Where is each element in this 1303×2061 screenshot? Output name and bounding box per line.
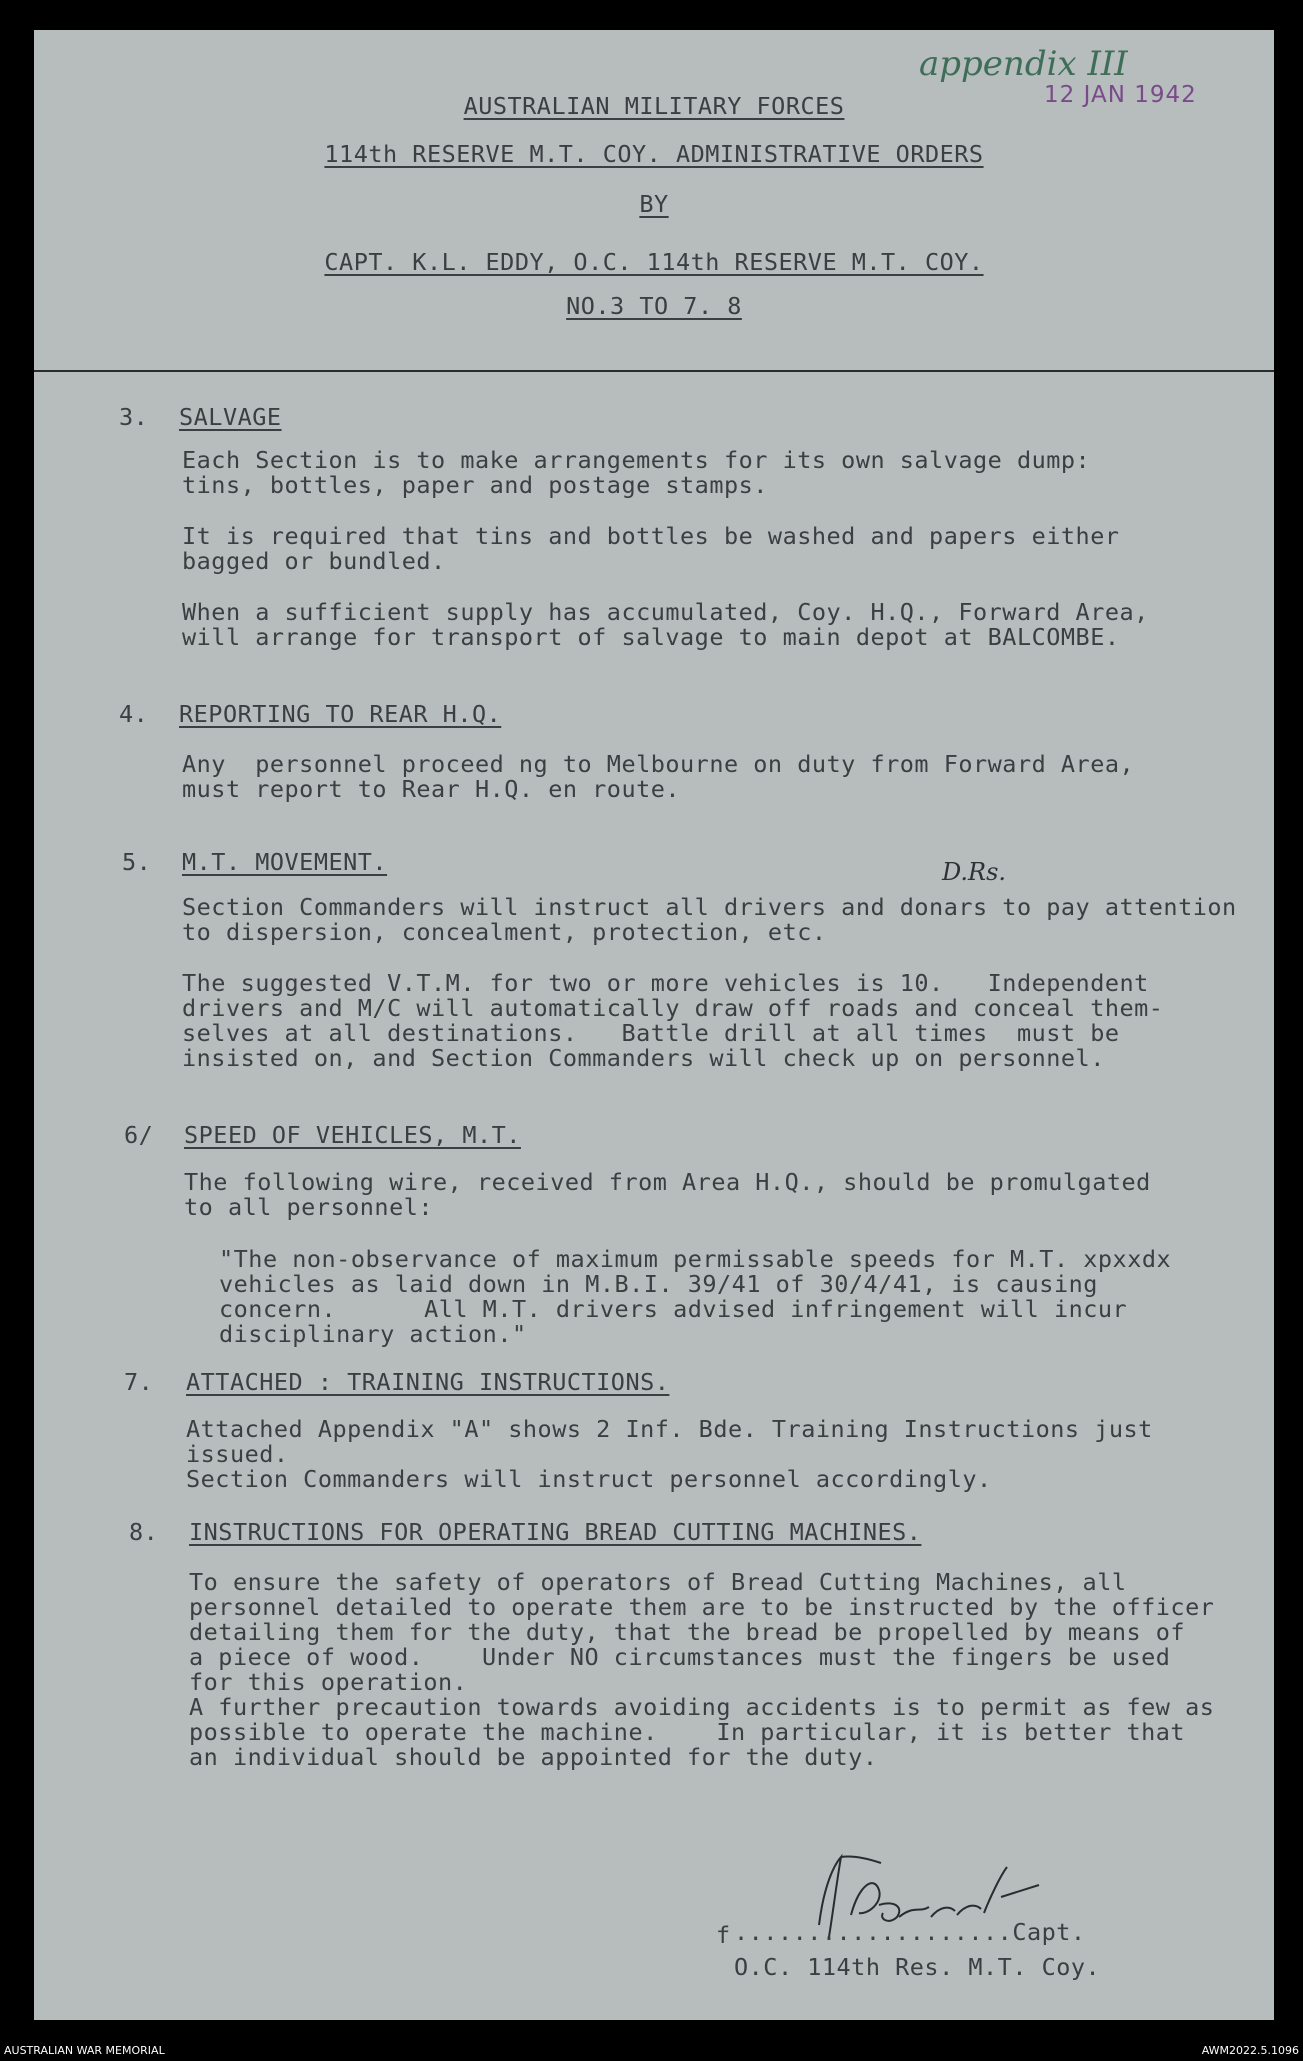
section-5-title: M.T. MOVEMENT. bbox=[182, 848, 388, 876]
footer-left: AUSTRALIAN WAR MEMORIAL bbox=[4, 2044, 165, 2057]
header-line-2: 114th RESERVE M.T. COY. ADMINISTRATIVE ORDERS bbox=[324, 140, 984, 168]
header-divider bbox=[34, 370, 1274, 372]
section-6-paragraph-1: The following wire, received from Area H.Q., should be promulgated to all personnel: bbox=[184, 1168, 1151, 1221]
section-5-number: 5. bbox=[122, 848, 152, 876]
section-3-paragraph-3: When a sufficient supply has accumulated, Coy. H.Q., Forward Area, will arrange for transport of salvage to main depot at BALCOMBE. bbox=[182, 598, 1149, 651]
section-4-number: 4. bbox=[119, 700, 149, 728]
footer-right: AWM2022.5.1096 bbox=[1201, 2044, 1299, 2057]
section-7-title: ATTACHED : TRAINING INSTRUCTIONS. bbox=[186, 1368, 670, 1396]
section-3-number: 3. bbox=[119, 403, 149, 431]
section-6-title: SPEED OF VEHICLES, M.T. bbox=[184, 1121, 521, 1149]
section-8-paragraph-1: To ensure the safety of operators of Bread Cutting Machines, all personnel detailed to operate them are to be instructed by the officer detailing them for the duty, that the bread be propelled by means of a piece of wood. Under NO circumstances must the fingers be used for this operation. A further precaution towards avoiding accidents is to permit as few as possible to operate the machine. In particular, it is better that an individual should be appointed for the duty. bbox=[189, 1568, 1215, 1771]
signature-prefix: f bbox=[716, 1921, 731, 1949]
section-7-paragraph-1: Attached Appendix "A" shows 2 Inf. Bde. Training Instructions just issued. Section Commanders will instruct personnel accordingly. bbox=[186, 1415, 1153, 1493]
section-8-number: 8. bbox=[129, 1518, 159, 1546]
section-4-paragraph-1: Any personnel proceed ng to Melbourne on duty from Forward Area, must report to Rear H.Q. en route. bbox=[182, 750, 1135, 803]
document-page bbox=[34, 30, 1274, 2020]
section-3-title: SALVAGE bbox=[179, 403, 282, 431]
drs-annotation: D.Rs. bbox=[942, 858, 1007, 886]
date-stamp: 12 JAN 1942 bbox=[1044, 82, 1197, 108]
header-line-4: CAPT. K.L. EDDY, O.C. 114th RESERVE M.T. COY. bbox=[324, 248, 984, 276]
section-4-title: REPORTING TO REAR H.Q. bbox=[179, 700, 502, 728]
section-5-paragraph-1: Section Commanders will instruct all drivers and donars to pay attention to dispersion, concealment, protection, etc. bbox=[182, 893, 1237, 946]
signature-line-1: ...................Capt. bbox=[734, 1918, 1086, 1946]
header-line-3: BY bbox=[639, 190, 669, 218]
header-line-5: NO.3 TO 7. 8 bbox=[566, 292, 742, 320]
section-3-paragraph-2: It is required that tins and bottles be washed and papers either bagged or bundled. bbox=[182, 522, 1120, 575]
appendix-annotation: appendix III bbox=[919, 44, 1128, 84]
header-line-1: AUSTRALIAN MILITARY FORCES bbox=[463, 92, 845, 120]
section-3-paragraph-1: Each Section is to make arrangements for its own salvage dump: tins, bottles, paper and postage stamps. bbox=[182, 446, 1091, 499]
section-7-number: 7. bbox=[124, 1368, 154, 1396]
section-6-quote: "The non-observance of maximum permissable speeds for M.T. xpxxdx vehicles as laid down in M.B.I. 39/41 of 30/4/41, is causing concern. All M.T. drivers advised infringement will incur disciplinary action." bbox=[219, 1245, 1172, 1348]
section-8-title: INSTRUCTIONS FOR OPERATING BREAD CUTTING MACHINES. bbox=[189, 1518, 922, 1546]
section-5-paragraph-2: The suggested V.T.M. for two or more vehicles is 10. Independent drivers and M/C will automatically draw off roads and conceal them- selves at all destinations. Battle drill at all times must be insisted on, and Section Commanders will check up on personnel. bbox=[182, 969, 1164, 1072]
section-6-number: 6/ bbox=[124, 1121, 154, 1149]
signature-line-2: O.C. 114th Res. M.T. Coy. bbox=[734, 1953, 1101, 1981]
